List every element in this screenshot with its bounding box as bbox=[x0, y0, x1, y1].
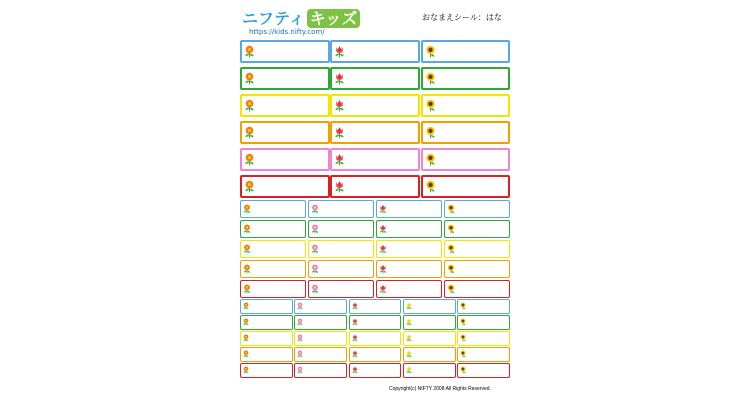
pink-flower-icon bbox=[296, 302, 304, 310]
sunflower-icon bbox=[446, 224, 456, 234]
name-label[interactable] bbox=[376, 240, 442, 258]
sunflower-icon bbox=[446, 284, 456, 294]
sunflower-icon bbox=[424, 45, 437, 58]
tulip-icon bbox=[333, 72, 346, 85]
name-label[interactable] bbox=[294, 363, 347, 378]
name-label[interactable] bbox=[349, 315, 402, 330]
nifty-kids-logo[interactable] bbox=[242, 6, 358, 40]
logo-wordmark bbox=[242, 6, 360, 29]
orange-flower-icon bbox=[243, 99, 256, 112]
name-label[interactable] bbox=[240, 148, 330, 171]
name-label[interactable] bbox=[330, 175, 420, 198]
name-label[interactable] bbox=[308, 200, 374, 218]
name-label[interactable] bbox=[240, 94, 330, 117]
tulip-icon bbox=[378, 264, 388, 274]
pink-flower-icon bbox=[310, 264, 320, 274]
name-label[interactable] bbox=[457, 331, 510, 346]
tulip-icon bbox=[378, 204, 388, 214]
orange-flower-icon bbox=[242, 302, 250, 310]
tulip-icon bbox=[351, 350, 359, 358]
name-label[interactable] bbox=[308, 240, 374, 258]
tulip-icon bbox=[333, 45, 346, 58]
name-label[interactable] bbox=[330, 40, 420, 63]
tulip-icon bbox=[333, 99, 346, 112]
name-label[interactable] bbox=[330, 121, 420, 144]
name-label[interactable] bbox=[294, 347, 347, 362]
logo-kids: キッズ bbox=[307, 9, 361, 28]
name-label[interactable] bbox=[421, 175, 511, 198]
name-label[interactable] bbox=[421, 94, 511, 117]
name-label[interactable] bbox=[376, 260, 442, 278]
name-label[interactable] bbox=[240, 40, 330, 63]
name-label[interactable] bbox=[240, 240, 306, 258]
orange-flower-icon bbox=[242, 350, 250, 358]
pink-flower-icon bbox=[310, 244, 320, 254]
sunflower-icon bbox=[424, 126, 437, 139]
pink-flower-icon bbox=[296, 350, 304, 358]
name-label[interactable] bbox=[330, 94, 420, 117]
name-label[interactable] bbox=[294, 331, 347, 346]
orange-flower-icon bbox=[242, 334, 250, 342]
pink-flower-icon bbox=[296, 366, 304, 374]
logo-url[interactable]: https://kids.nifty.com/ bbox=[249, 28, 325, 36]
sunflower-icon bbox=[446, 264, 456, 274]
orange-flower-icon bbox=[243, 126, 256, 139]
pink-flower-icon bbox=[310, 204, 320, 214]
name-label[interactable] bbox=[294, 299, 347, 314]
pink-flower-icon bbox=[296, 318, 304, 326]
name-label[interactable] bbox=[349, 363, 402, 378]
name-label[interactable] bbox=[240, 299, 293, 314]
name-label[interactable] bbox=[330, 148, 420, 171]
name-label[interactable] bbox=[403, 299, 456, 314]
orange-flower-icon bbox=[242, 318, 250, 326]
name-label[interactable] bbox=[457, 299, 510, 314]
tulip-icon bbox=[333, 180, 346, 193]
tulip-icon bbox=[333, 126, 346, 139]
name-label[interactable] bbox=[421, 148, 511, 171]
yellow-tulip-icon bbox=[405, 334, 413, 342]
name-label[interactable] bbox=[240, 260, 306, 278]
name-label[interactable] bbox=[240, 67, 330, 90]
name-label[interactable] bbox=[403, 315, 456, 330]
name-label[interactable] bbox=[240, 347, 293, 362]
yellow-tulip-icon bbox=[405, 350, 413, 358]
tulip-icon bbox=[351, 366, 359, 374]
name-label[interactable] bbox=[403, 363, 456, 378]
pink-flower-icon bbox=[310, 284, 320, 294]
name-label[interactable] bbox=[240, 331, 293, 346]
name-label[interactable] bbox=[421, 121, 511, 144]
sunflower-icon bbox=[459, 366, 467, 374]
sunflower-icon bbox=[424, 72, 437, 85]
name-label[interactable] bbox=[240, 363, 293, 378]
orange-flower-icon bbox=[243, 72, 256, 85]
pink-flower-icon bbox=[296, 334, 304, 342]
sunflower-icon bbox=[424, 153, 437, 166]
tulip-icon bbox=[378, 244, 388, 254]
name-label[interactable] bbox=[444, 280, 510, 298]
name-label[interactable] bbox=[349, 299, 402, 314]
name-label[interactable] bbox=[444, 240, 510, 258]
tulip-icon bbox=[378, 224, 388, 234]
name-label[interactable] bbox=[294, 315, 347, 330]
sunflower-icon bbox=[459, 350, 467, 358]
yellow-tulip-icon bbox=[405, 366, 413, 374]
name-label[interactable] bbox=[240, 175, 330, 198]
orange-flower-icon bbox=[242, 204, 252, 214]
name-label[interactable] bbox=[308, 260, 374, 278]
orange-flower-icon bbox=[242, 366, 250, 374]
tulip-icon bbox=[378, 284, 388, 294]
name-label[interactable] bbox=[240, 280, 306, 298]
page-title: おなまえシール：はな bbox=[422, 13, 502, 22]
name-label[interactable] bbox=[403, 331, 456, 346]
label-sheet bbox=[236, 0, 514, 400]
sunflower-icon bbox=[446, 244, 456, 254]
yellow-tulip-icon bbox=[405, 318, 413, 326]
sunflower-icon bbox=[459, 302, 467, 310]
tulip-icon bbox=[351, 302, 359, 310]
name-label[interactable] bbox=[240, 220, 306, 238]
name-label[interactable] bbox=[421, 40, 511, 63]
orange-flower-icon bbox=[242, 284, 252, 294]
orange-flower-icon bbox=[242, 264, 252, 274]
tulip-icon bbox=[351, 334, 359, 342]
sunflower-icon bbox=[459, 334, 467, 342]
name-label[interactable] bbox=[457, 315, 510, 330]
name-label[interactable] bbox=[349, 331, 402, 346]
logo-text: ニフティ bbox=[242, 9, 305, 28]
name-label[interactable] bbox=[376, 200, 442, 218]
name-label[interactable] bbox=[376, 280, 442, 298]
name-label[interactable] bbox=[444, 200, 510, 218]
orange-flower-icon bbox=[243, 45, 256, 58]
name-label[interactable] bbox=[457, 347, 510, 362]
copyright-text: Copyright(c) NIFTY 2008 All Rights Reserved. bbox=[389, 386, 491, 392]
name-label[interactable] bbox=[330, 67, 420, 90]
yellow-tulip-icon bbox=[405, 302, 413, 310]
name-label[interactable] bbox=[308, 280, 374, 298]
orange-flower-icon bbox=[242, 224, 252, 234]
orange-flower-icon bbox=[242, 244, 252, 254]
orange-flower-icon bbox=[243, 153, 256, 166]
name-label[interactable] bbox=[421, 67, 511, 90]
name-label[interactable] bbox=[240, 200, 306, 218]
name-label[interactable] bbox=[444, 220, 510, 238]
name-label[interactable] bbox=[240, 315, 293, 330]
tulip-icon bbox=[333, 153, 346, 166]
sunflower-icon bbox=[459, 318, 467, 326]
name-label[interactable] bbox=[308, 220, 374, 238]
pink-flower-icon bbox=[310, 224, 320, 234]
orange-flower-icon bbox=[243, 180, 256, 193]
sunflower-icon bbox=[424, 99, 437, 112]
name-label[interactable] bbox=[403, 347, 456, 362]
name-label[interactable] bbox=[240, 121, 330, 144]
name-label[interactable] bbox=[457, 363, 510, 378]
tulip-icon bbox=[351, 318, 359, 326]
name-label[interactable] bbox=[376, 220, 442, 238]
sunflower-icon bbox=[446, 204, 456, 214]
sunflower-icon bbox=[424, 180, 437, 193]
name-label[interactable] bbox=[349, 347, 402, 362]
name-label[interactable] bbox=[444, 260, 510, 278]
